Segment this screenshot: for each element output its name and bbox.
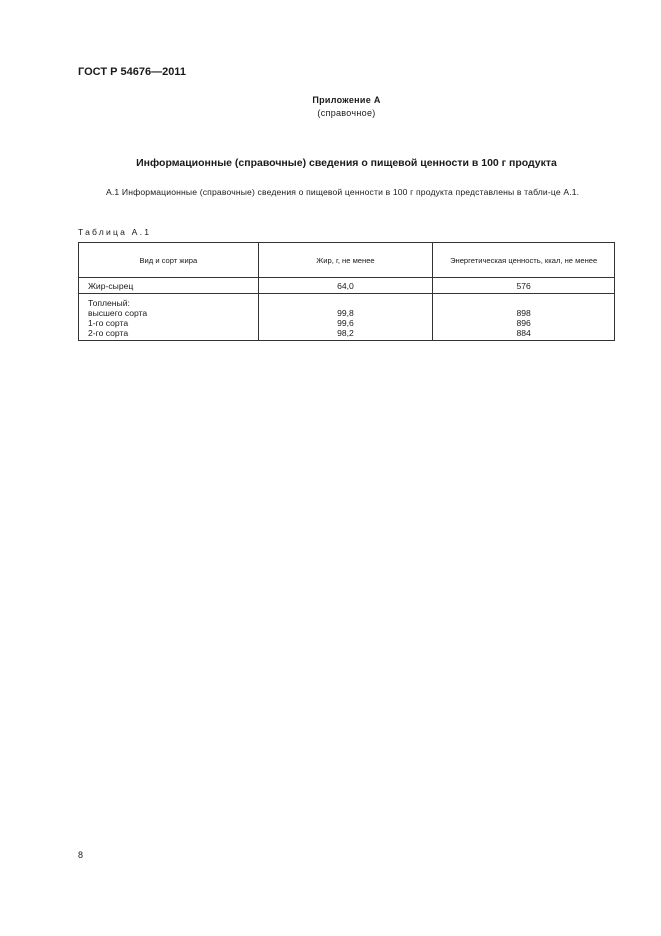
cell-fat-type	[79, 278, 259, 294]
cell-energy	[433, 294, 615, 341]
cell-fat-content	[258, 294, 433, 341]
table-header-row	[79, 243, 615, 278]
cell-line: 898	[516, 308, 531, 318]
cell-line: Жир-сырец	[88, 281, 134, 291]
cell-line	[433, 298, 614, 308]
table-caption: Таблица А.1	[78, 227, 152, 237]
table-row	[79, 294, 615, 341]
column-header-energy: Энергетическая ценность, ккал, не менее	[433, 243, 615, 278]
table-row	[79, 278, 615, 294]
cell-energy	[433, 278, 615, 294]
appendix-subtitle: (справочное)	[317, 108, 376, 118]
cell-line: 99,6	[337, 318, 354, 328]
cell-line: 884	[516, 328, 531, 338]
column-header-fat-content: Жир, г, не менее	[258, 243, 433, 278]
cell-line: 99,8	[337, 308, 354, 318]
section-heading: Информационные (справочные) сведения о пищевой ценности в 100 г продукта	[136, 157, 557, 169]
cell-line: 64,0	[337, 281, 354, 291]
cell-line: 98,2	[337, 328, 354, 338]
column-header-fat-type: Вид и сорт жира	[79, 243, 259, 278]
cell-fat-content	[258, 278, 433, 294]
page-number: 8	[78, 850, 84, 860]
cell-line	[259, 298, 433, 308]
nutrition-table	[78, 242, 615, 341]
appendix-label	[0, 94, 661, 120]
cell-line: 2-го сорта	[88, 328, 129, 338]
paragraph-text: А.1 Информационные (справочные) сведения о пищевой ценности в 100 г продукта представлены в табли-це А.1.	[106, 187, 580, 197]
appendix-title: Приложение А	[312, 95, 381, 105]
cell-line: 1-го сорта	[88, 318, 129, 328]
cell-line: 576	[516, 281, 531, 291]
cell-fat-type	[79, 294, 259, 341]
cell-line: Топленый:	[88, 298, 130, 308]
body-paragraph	[78, 186, 615, 199]
cell-line: высшего сорта	[88, 308, 148, 318]
cell-line: 896	[516, 318, 531, 328]
document-code: ГОСТ Р 54676—2011	[78, 66, 186, 78]
